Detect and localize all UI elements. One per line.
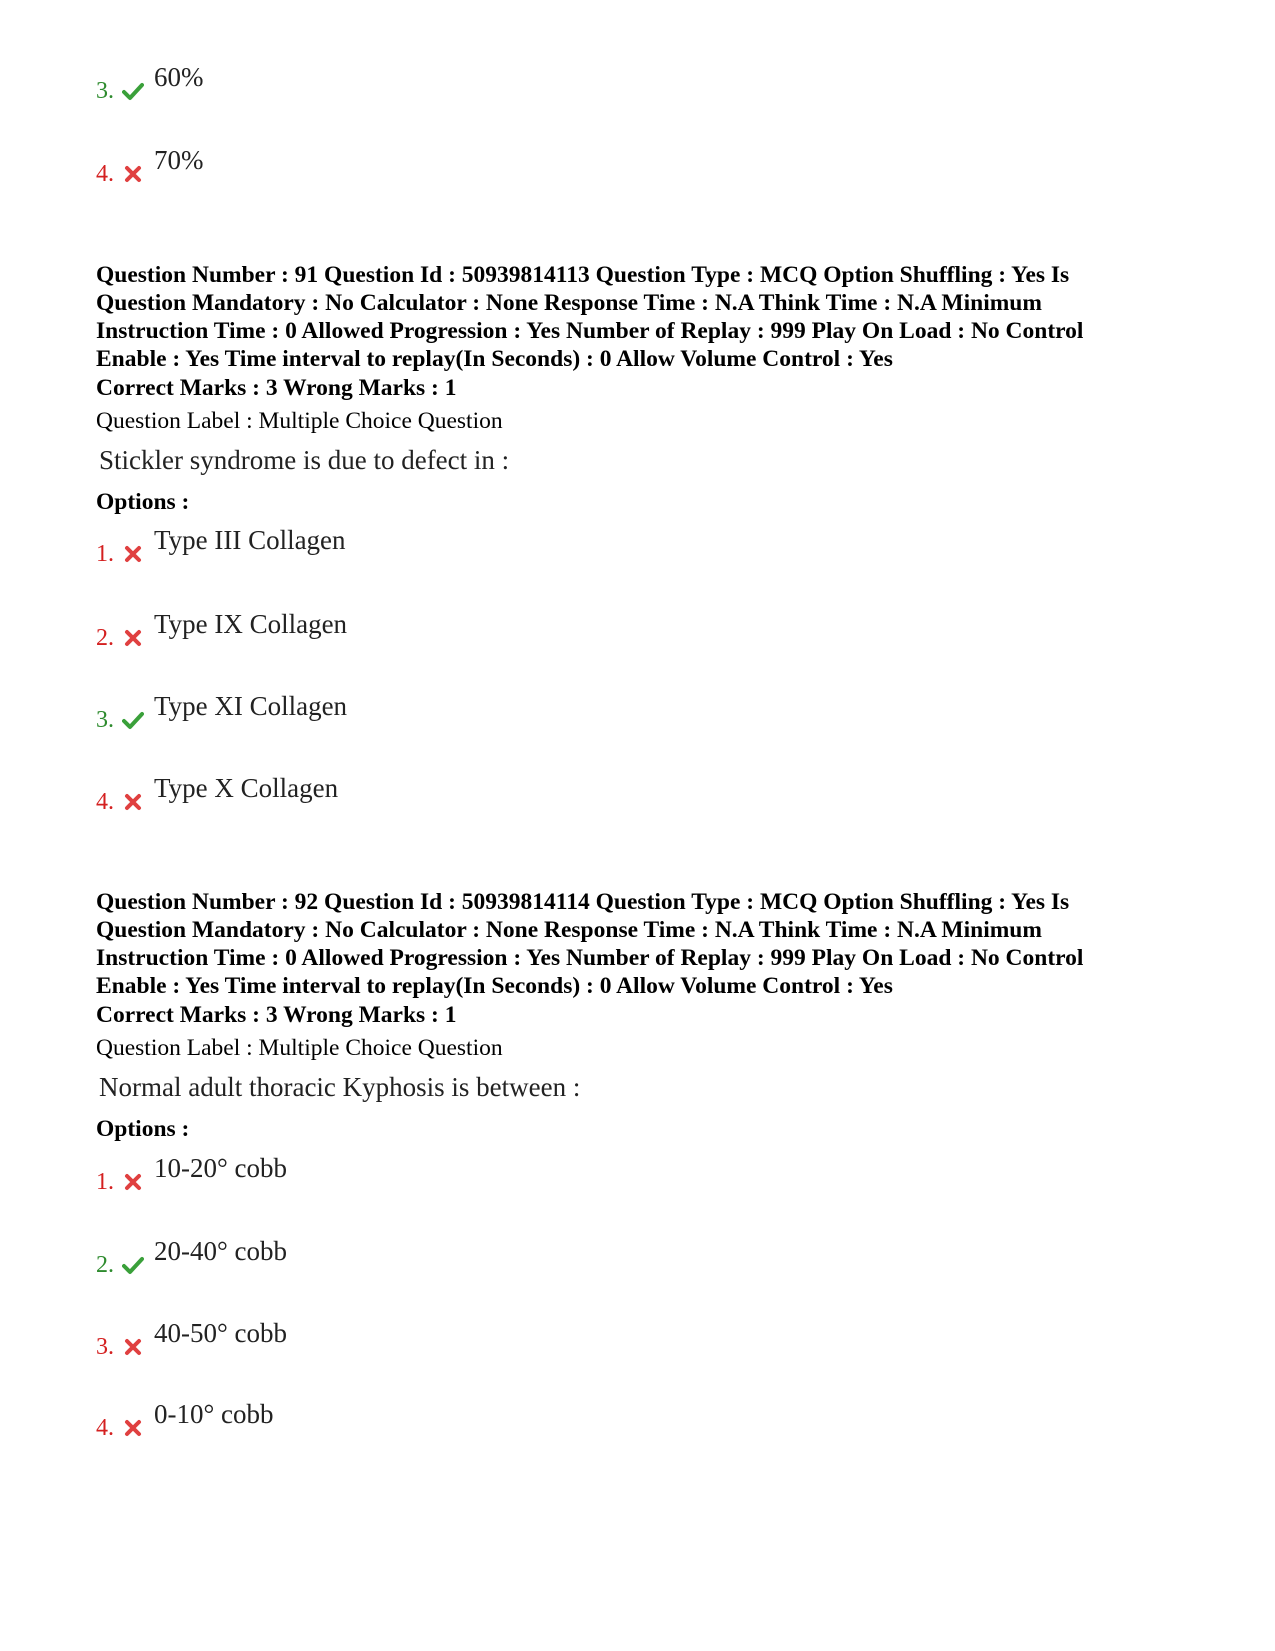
cross-icon [122, 163, 144, 185]
cross-icon [122, 627, 144, 649]
option-number: 1. [96, 541, 114, 567]
question-text: Stickler syndrome is due to defect in : [99, 445, 510, 475]
options-heading: Options : [96, 1116, 190, 1142]
cross-icon [122, 543, 144, 565]
header-line: Instruction Time : 0 Allowed Progression : Yes Number of Replay : 999 Play On Load : No Control [96, 318, 1084, 344]
option-number: 3. [96, 1334, 114, 1360]
option-number: 3. [96, 707, 114, 733]
cross-icon [122, 791, 144, 813]
option-text: 60% [154, 62, 204, 92]
cross-icon [122, 1171, 144, 1193]
header-line: Instruction Time : 0 Allowed Progression : Yes Number of Replay : 999 Play On Load : No Control [96, 945, 1084, 971]
header-line: Question Number : 92 Question Id : 50939814114 Question Type : MCQ Option Shuffling : Yes Is [96, 889, 1070, 915]
option-text: 20-40° cobb [154, 1236, 288, 1266]
option-number: 1. [96, 1169, 114, 1195]
header-line: Enable : Yes Time interval to replay(In Seconds) : 0 Allow Volume Control : Yes [96, 346, 893, 372]
options-heading: Options : [96, 489, 190, 515]
header-line: Question Number : 91 Question Id : 50939814113 Question Type : MCQ Option Shuffling : Yes Is [96, 262, 1070, 288]
cross-icon [122, 1336, 144, 1358]
option-text: 10-20° cobb [154, 1153, 288, 1183]
option-text: 70% [154, 145, 204, 175]
header-line: Question Mandatory : No Calculator : None Response Time : N.A Think Time : N.A Minimum [96, 290, 1042, 316]
checkmark-icon [122, 1254, 144, 1276]
option-text: Type IX Collagen [154, 609, 348, 639]
option-text: Type III Collagen [154, 525, 346, 555]
option-text: 40-50° cobb [154, 1318, 288, 1348]
option-text: 0-10° cobb [154, 1399, 274, 1429]
option-number: 4. [96, 161, 114, 187]
checkmark-icon [122, 709, 144, 731]
cross-icon [122, 1417, 144, 1439]
question-marks: Correct Marks : 3 Wrong Marks : 1 [96, 375, 457, 401]
option-text: Type X Collagen [154, 773, 339, 803]
option-number: 4. [96, 789, 114, 815]
option-text: Type XI Collagen [154, 691, 348, 721]
question-marks: Correct Marks : 3 Wrong Marks : 1 [96, 1002, 457, 1028]
question-label: Question Label : Multiple Choice Question [96, 1035, 503, 1061]
question-header [96, 261, 1196, 373]
header-line: Question Mandatory : No Calculator : None Response Time : N.A Think Time : N.A Minimum [96, 917, 1042, 943]
question-header [96, 888, 1196, 1000]
option-number: 2. [96, 625, 114, 651]
question-text: Normal adult thoracic Kyphosis is between : [99, 1072, 581, 1102]
question-label: Question Label : Multiple Choice Question [96, 408, 503, 434]
header-line: Enable : Yes Time interval to replay(In Seconds) : 0 Allow Volume Control : Yes [96, 973, 893, 999]
option-number: 4. [96, 1415, 114, 1441]
option-number: 3. [96, 78, 114, 104]
checkmark-icon [122, 80, 144, 102]
option-number: 2. [96, 1252, 114, 1278]
